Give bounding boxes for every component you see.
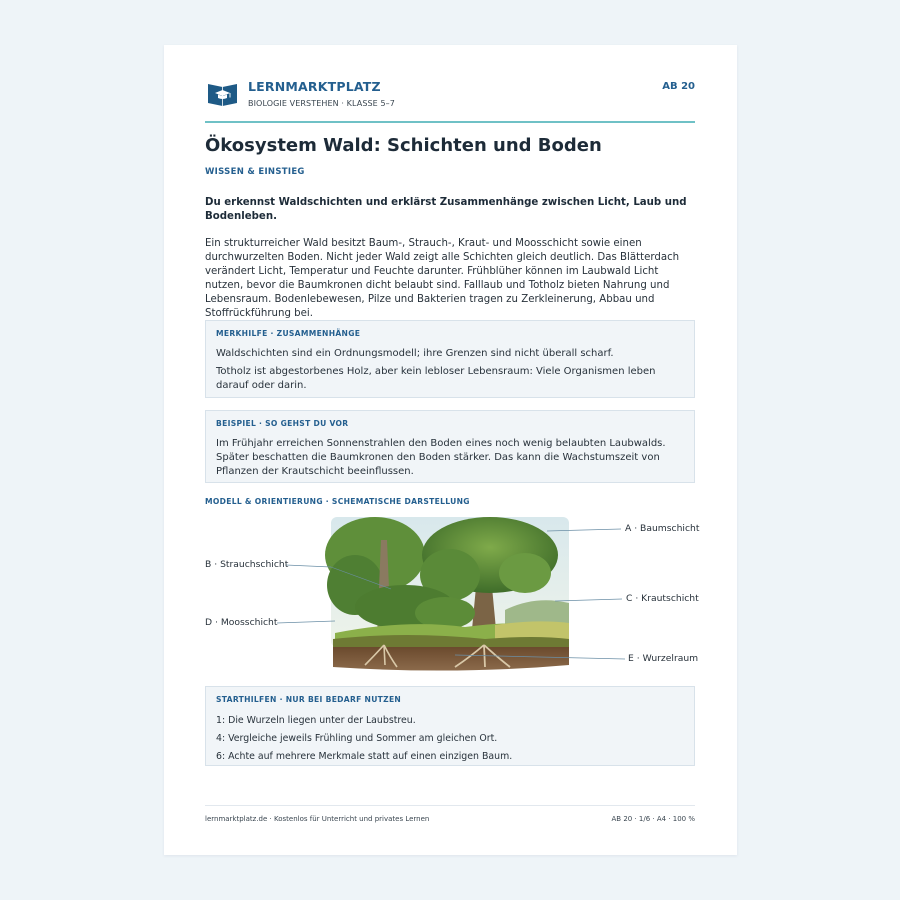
starthilfen-label: STARTHILFEN · NUR BEI BEDARF NUTZEN [216, 695, 402, 704]
layer-label-a: A · Baumschicht [625, 523, 700, 534]
layer-label-c: C · Krautschicht [626, 593, 699, 604]
footer-website: lernmarktplatz.de · Kostenlos für Unterricht und privates Lernen [205, 815, 430, 823]
sheet-id: AB 20 [662, 81, 695, 92]
merkhilfe-label: MERKHILFE · ZUSAMMENHÄNGE [216, 329, 361, 338]
brand-name: LERNMARKTPLATZ [248, 79, 381, 94]
footer-divider [205, 805, 695, 806]
page-header [205, 79, 695, 122]
page-title: Ökosystem Wald: Schichten und Boden [205, 135, 602, 156]
intro-paragraph: Ein strukturreicher Wald besitzt Baum-, Strauch-, Kraut- und Moosschicht sowie einen durchwurzelten Boden. Nicht jeder Wald zeigt alle Schichten gleich deutlich. Das Blätterdach verändert Licht, Temperatur und Feuchte darunter. Frühblüher können im Laubwald Licht nutzen, bevor die Baumkronen dicht belaubt sind. Falllaub und Totholz bieten Nahrung und Lebensraum. Bodenlebewesen, Pilze und Bakterien tragen zu Zerkleinerung, Abbau und Stoffrückführung bei. [205, 238, 680, 319]
merkhilfe-box [205, 320, 695, 398]
layer-label-e: E · Wurzelraum [628, 653, 699, 664]
starthilfen-box [205, 686, 695, 766]
beispiel-box [205, 410, 695, 483]
beispiel-text: Im Frühjahr erreichen Sonnenstrahlen den Boden eines noch wenig belaubten Laubwalds. Später beschatten die Baumkronen den Boden stärker. Das kann die Wachstumszeit von Pflanzen der Krautschicht beeinflussen. [216, 438, 666, 477]
beispiel-label: BEISPIEL · SO GEHST DU VOR [216, 419, 349, 428]
hint-item: 1: Die Wurzeln liegen unter der Laubstreu. [216, 715, 416, 726]
worksheet-page [164, 45, 737, 855]
merkhilfe-line: Totholz ist abgestorbenes Holz, aber kein lebloser Lebensraum: Viele Organismen leben darauf oder darin. [216, 366, 656, 391]
layer-label-b: B · Strauchschicht [205, 559, 289, 570]
book-logo-icon [207, 81, 238, 106]
forest-illustration [205, 515, 695, 675]
section-kicker: WISSEN & EINSTIEG [205, 167, 305, 177]
learning-goal: Du erkennst Waldschichten und erklärst Zusammenhänge zwischen Licht, Laub und Bodenleben. [205, 197, 687, 222]
merkhilfe-line: Waldschichten sind ein Ordnungsmodell; ihre Grenzen sind nicht überall scharf. [216, 348, 614, 359]
forest-layer-diagram [205, 515, 700, 675]
layer-label-d: D · Moosschicht [205, 617, 278, 628]
model-label: MODELL & ORIENTIERUNG · SCHEMATISCHE DARSTELLUNG [205, 497, 470, 506]
brand-subtitle: BIOLOGIE VERSTEHEN · KLASSE 5–7 [248, 99, 395, 108]
footer-page-info: AB 20 · 1/6 · A4 · 100 % [611, 815, 695, 823]
hint-item: 4: Vergleiche jeweils Frühling und Sommer am gleichen Ort. [216, 733, 498, 744]
header-divider [205, 121, 695, 123]
hint-item: 6: Achte auf mehrere Merkmale statt auf einen einzigen Baum. [216, 751, 513, 762]
